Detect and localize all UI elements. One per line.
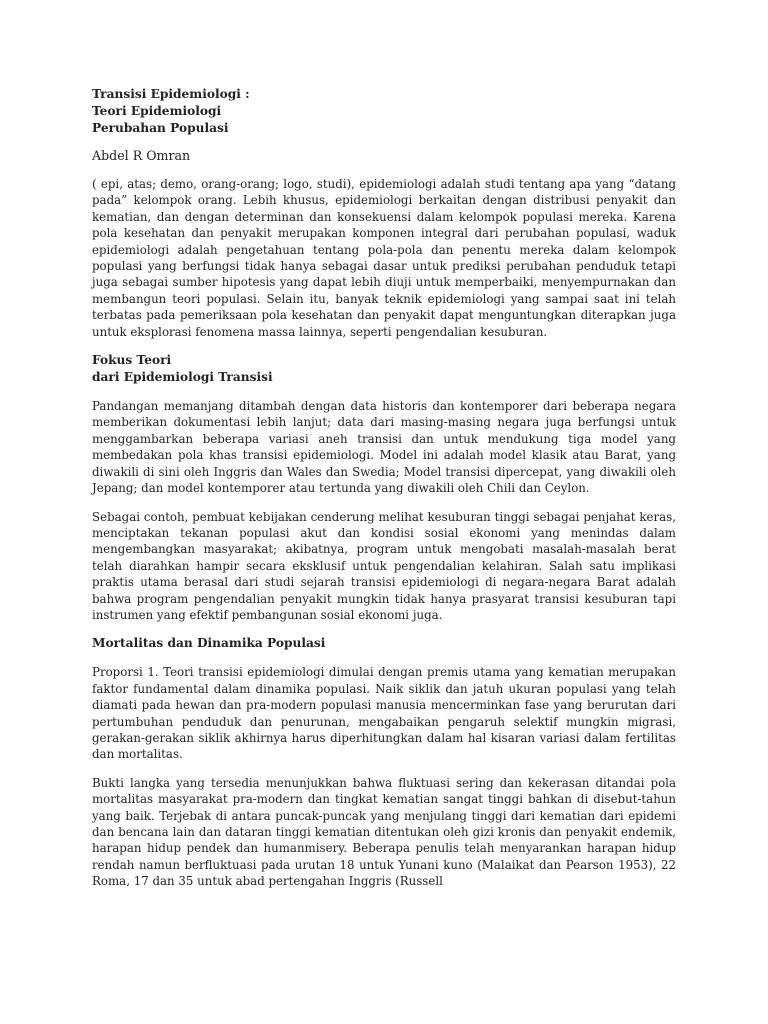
title-line-3: Perubahan Populasi — [92, 121, 229, 135]
intro-paragraph: ( epi, atas; demo, orang-orang; logo, studi), epidemiologi adalah studi tentang apa yang “datang pada” kelompok orang. Lebih khusus, epidemiologi berkaitan dengan distribusi penyakit dan kematian, dan dengan determinan dan konsekuensi dalam kelompok populasi mereka. Karena pola kesehatan dan penyakit merupakan komponen integral dari perubahan populasi, waduk epidemiologi adalah pengetahuan tentang pola-pola dan penentu mereka dalam kelompok populasi yang berfungsi tidak hanya sebagai dasar untuk prediksi perubahan penduduk tetapi juga sebagai sumber hipotesis yang dapat lebih diuji untuk memperbaiki, menyempurnakan dan membangun teori populasi. Selain itu, banyak teknik epidemiologi yang sampai saat ini telah terbatas pada pemeriksaan pola kesehatan dan penyakit dapat menguntungkan diterapkan juga untuk eksplorasi fenomena massa lainnya, seperti pengendalian kesuburan. — [92, 177, 676, 339]
body-paragraph: Sebagai contoh, pembuat kebijakan cenderung melihat kesuburan tinggi sebagai penjahat keras, menciptakan tekanan populasi akut dan kondisi sosial ekonomi yang menindas dalam mengembangkan masyarakat; akibatnya, program untuk mengobati masalah-masalah berat telah diarahkan hampir secara eksklusif untuk pengendalian kelahiran. Salah satu implikasi praktis utama berasal dari studi sejarah transisi epidemiologi di negara-negara Barat adalah bahwa program pengendalian penyakit mungkin tidak hanya prasyarat transisi kesuburan tapi instrumen yang efektif pembangunan sosial ekonomi juga. — [92, 509, 676, 622]
body-paragraph: Bukti langka yang tersedia menunjukkan bahwa fluktuasi sering dan kekerasan ditandai pola mortalitas masyarakat pra-modern dan tingkat kematian sangat tinggi bahkan di disebut-tahun yang baik. Terjebak di antara puncak-puncak yang menjulang tinggi dari kematian dari epidemi dan bencana lain dan dataran tinggi kematian ditentukan oleh gizi kronis dan penyakit endemik, harapan hidup pendek dan humanmisery. Beberapa penulis telah menyarankan harapan hidup rendah namun berfluktuasi pada urutan 18 untuk Yunani kuno (Malaikat dan Pearson 1953), 22 Roma, 17 dan 35 untuk abad pertengahan Inggris (Russell — [92, 775, 676, 889]
body-paragraph: Proporsi 1. Teori transisi epidemiologi dimulai dengan premis utama yang kematian merupakan faktor fundamental dalam dinamika populasi. Naik siklik dan jatuh ukuran populasi yang telah diamati pada hewan dan pra-modern populasi manusia mencerminkan fase yang berurutan dari pertumbuhan penduduk dan penurunan, mengabaikan pengaruh selektif mungkin migrasi, gerakan-gerakan siklik akhirnya harus diperhitungkan dalam hal kisaran variasi dalam fertilitas dan mortalitas. — [92, 665, 676, 762]
author-name: Abdel R Omran — [92, 148, 191, 163]
title-line-2: Teori Epidemiologi — [92, 104, 222, 118]
title-line-1: Transisi Epidemiologi : — [92, 87, 250, 101]
body-paragraph: Pandangan memanjang ditambah dengan data historis dan kontemporer dari beberapa negara memberikan dokumentasi lebih lanjut; data dari masing-masing negara juga berfungsi untuk menggambarkan beberapa variasi aneh transisi dan untuk mendukung tiga model yang membedakan pola khas transisi epidemiologi. Model ini adalah model klasik atau Barat, yang diwakili di sini oleh Inggris dan Wales dan Swedia; Model transisi dipercepat, yang diwakili oleh Jepang; dan model kontemporer atau tertunda yang diwakili oleh Chili dan Ceylon. — [92, 399, 676, 496]
section-heading-line-2: dari Epidemiologi Transisi — [92, 370, 273, 385]
section-heading-focus-theory — [92, 352, 676, 386]
document-title — [92, 86, 676, 137]
section-heading-line-1: Fokus Teori — [92, 353, 172, 368]
section-heading-mortality: Mortalitas dan Dinamika Populasi — [92, 636, 326, 651]
